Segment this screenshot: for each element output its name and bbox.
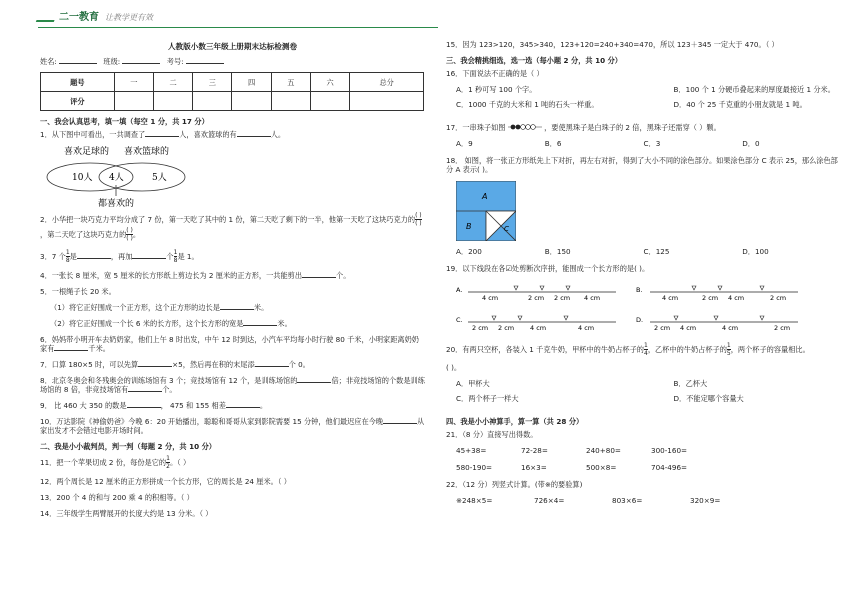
q16-option-a[interactable]: A．1 秒可写 100 个字。 xyxy=(456,85,537,94)
question-1: 1．从下图中可看出，一共调查了 人，喜欢篮球的有 人。 xyxy=(40,130,286,140)
q17-option-d[interactable]: D．0 xyxy=(742,139,760,148)
svg-text:4 cm: 4 cm xyxy=(722,324,739,332)
q17-option-a[interactable]: A．9 xyxy=(456,139,473,148)
question-13: 13．200 个 4 的和与 200 乘 4 的积相等。（ ） xyxy=(40,493,194,503)
question-20: 20．有两只空杯，各装入 1 千克牛奶，甲杯中的牛奶占杯子的 $\frac{1}{4}$ ，乙杯中的牛奶占杯子的 $\frac{1}{5}$ ，两个杯子的容量相比。 ( )。 xyxy=(446,342,810,372)
section2-title: 二、我是小小裁判员，判一判（每题 2 分，共 10 分） xyxy=(40,442,216,452)
q16-option-b[interactable]: B．100 个 1 分硬币叠起来的厚度最接近 1 分米。 xyxy=(673,85,835,94)
svg-text:2 cm: 2 cm xyxy=(654,324,671,332)
calc-row-1: 45+38= 72-28= 240+80= 300-160= xyxy=(456,446,688,455)
folded-square-figure xyxy=(456,181,516,241)
svg-text:2 cm: 2 cm xyxy=(774,324,791,332)
q18-option-b[interactable]: B．150 xyxy=(544,247,571,256)
q18-options xyxy=(446,247,841,256)
question-9: 9． 比 460 大 350 的数是 ， 475 和 155 相差 。 xyxy=(40,401,268,411)
region-c-label: C xyxy=(504,225,509,233)
question-17: 17．一串珠子如图 ，要使黑珠子是白珠子的 2 倍，黑珠子还需穿（ ）颗。 xyxy=(446,123,721,132)
region-b-label: B xyxy=(466,222,472,231)
q20-option-d[interactable]: D．不能定哪个容量大 xyxy=(673,394,744,403)
svg-text:2 cm: 2 cm xyxy=(702,294,719,302)
question-10: 10．万达影院《神偷奶爸》今晚 6：20 开始播出，聪聪和哥哥从家到影院需要 15 分钟，他们最迟应在今晚 从家出发才不会错过电影开场时间。 xyxy=(40,417,425,436)
question-5: 5．一根绳子长 20 米。 xyxy=(40,287,116,297)
question-15: 15．因为 123>120，345>340，123+120=240+340=470，所以 123＋345 一定大于 470。（ ） xyxy=(446,40,779,49)
exam-no-field[interactable] xyxy=(186,63,224,64)
svg-text:4 cm: 4 cm xyxy=(680,324,697,332)
svg-text:4 cm: 4 cm xyxy=(662,294,679,302)
q16-option-d[interactable]: D．40 个 25 千克重的小朋友就是 1 吨。 xyxy=(673,100,807,109)
bead-string-icon xyxy=(508,123,542,131)
slogan: 让教学更有效 xyxy=(105,13,153,22)
question-8: 8．北京冬奥会和冬残奥会的训练场馆有 3 个；竞技场馆有 12 个，是训练场馆的 倍；非竞技场馆的个数是训练场馆的 8 倍，非竞技场馆有 个。 xyxy=(40,376,425,395)
brand-logo xyxy=(38,10,153,25)
q17-option-c[interactable]: C．3 xyxy=(643,139,661,148)
question-19: 19．以下线段在各☑处剪断次序拼，能围成一个长方形的是( )。 xyxy=(446,264,650,273)
q20-option-a[interactable]: A．甲杯大 xyxy=(456,379,490,388)
question-21: 21．（8 分）直接写出得数。 xyxy=(446,430,538,439)
runner-icon xyxy=(36,10,58,22)
segment-options-figure xyxy=(446,280,841,338)
question-5b: （2）将它正好围成一个长 6 米的长方形，这个长方形的宽是 米。 xyxy=(50,319,292,329)
q19-label-b[interactable]: B. xyxy=(636,286,643,294)
question-4: 4．一张长 8 厘米，宽 5 厘米的长方形纸上剪边长为 2 厘米的正方形，一共能剪出 个。 xyxy=(40,271,351,281)
svg-text:4 cm: 4 cm xyxy=(728,294,745,302)
exam-title: 人教版小数三年级上册期末达标检测卷 xyxy=(167,42,298,51)
svg-text:2 cm: 2 cm xyxy=(498,324,515,332)
question-11: 11．把一个苹果切成 2 份，每份是它的 $\frac{1}{2}$ 。（ ） xyxy=(40,455,191,471)
q16-option-c[interactable]: C．1000 千克的大米和 1 吨的石头一样重。 xyxy=(456,100,599,109)
q20-option-b[interactable]: B．乙杯大 xyxy=(673,379,708,388)
question-3: 3．7 个 $\frac{1}{8}$ 是 ，再加 个 $\frac{1}{8}$ 是 1。 xyxy=(40,249,199,265)
q18-option-d[interactable]: D．100 xyxy=(742,247,769,256)
q20-options xyxy=(446,379,841,409)
q17-option-b[interactable]: B．6 xyxy=(544,139,562,148)
logo-text: 二一教育 xyxy=(59,12,99,23)
section3-title: 三、我会精挑细选，选一选（每小题 2 分，共 10 分） xyxy=(446,56,622,65)
venn-mid-value: 4人 xyxy=(109,173,124,184)
question-18: 18． 如图，将一张正方形纸先上下对折，再左右对折，得到了大小不同的涂色部分。如果涂色部分 C 表示 25，那么涂色部分 A 表示( )。 xyxy=(446,156,838,174)
region-a-label: A xyxy=(482,192,488,201)
left-column xyxy=(40,40,425,525)
venn-label-bottom: 都喜欢的 xyxy=(98,199,135,209)
student-info: 姓名: 班级: 考号: xyxy=(40,57,425,66)
q17-options xyxy=(446,139,841,148)
class-field[interactable] xyxy=(122,63,160,64)
svg-text:4 cm: 4 cm xyxy=(578,324,595,332)
question-2: 2．小华把一块巧克力平均分成了 7 份，第一天吃了其中的 1 份，第二天吃了剩下的一半，他第一天吃了这块巧克力的 $\frac{( )}{( )}$ ，第二天吃了这块巧克力的 $\frac{( )}{( )}$ 。 xyxy=(40,212,422,243)
section4-title: 四、我是小小神算手，算一算（共 28 分） xyxy=(446,417,584,426)
name-field[interactable] xyxy=(59,63,97,64)
q16-options xyxy=(446,85,841,115)
question-6: 6．妈妈带小明开车去奶奶家，他们上午 8 时出发，中午 12 时到达，小汽车平均每小时行驶 80 千米，小明家距离奶奶家有 千米。 xyxy=(40,335,419,354)
svg-text:2 cm: 2 cm xyxy=(770,294,787,302)
score-header-row: 题号 一 二 三 四 五 六 总分 xyxy=(41,73,424,92)
svg-text:2 cm: 2 cm xyxy=(554,294,571,302)
q19-label-a[interactable]: A. xyxy=(456,286,463,294)
right-column xyxy=(446,40,841,513)
page-header xyxy=(38,10,438,32)
header-divider xyxy=(38,27,438,28)
venn-left-value: 10人 xyxy=(72,173,93,184)
svg-text:4 cm: 4 cm xyxy=(482,294,499,302)
section1-title: 一、我会认真思考，填一填（每空 1 分，共 17 分） xyxy=(40,117,209,127)
svg-text:4 cm: 4 cm xyxy=(584,294,601,302)
q18-option-c[interactable]: C．125 xyxy=(643,247,670,256)
venn-right-value: 5人 xyxy=(152,173,167,184)
calc-row-3: ※248×5= 726×4= 803×6= 320×9= xyxy=(456,496,721,505)
venn-diagram xyxy=(40,146,425,208)
svg-text:4 cm: 4 cm xyxy=(530,324,547,332)
calc-row-2: 580-190= 16×3= 500×8= 704-496= xyxy=(456,463,688,472)
svg-text:2 cm: 2 cm xyxy=(528,294,545,302)
svg-text:2 cm: 2 cm xyxy=(472,324,489,332)
score-value-row: 评分 xyxy=(41,92,424,111)
question-16: 16．下面说法不正确的是（ ） xyxy=(446,69,544,78)
question-12: 12．两个周长是 12 厘米的正方形拼成一个长方形，它的周长是 24 厘米。（ ） xyxy=(40,477,291,487)
venn-label-right: 喜欢篮球的 xyxy=(124,147,170,158)
q20-option-c[interactable]: C．两个杯子一样大 xyxy=(456,394,519,403)
venn-label-left: 喜欢足球的 xyxy=(64,147,110,158)
q18-option-a[interactable]: A．200 xyxy=(456,247,482,256)
question-14: 14．三年级学生两臂展开的长度大约是 13 分米。（ ） xyxy=(40,509,213,519)
question-7: 7．口算 180×5 时，可以先算 ×5，然后再在积的末尾添 个 0。 xyxy=(40,360,310,370)
question-22: 22．（12 分）列竖式计算。(带※的要验算) xyxy=(446,480,583,489)
q19-label-c[interactable]: C. xyxy=(456,316,463,324)
score-table xyxy=(40,72,424,111)
q19-label-d[interactable]: D. xyxy=(636,316,644,324)
question-5a: （1）将它正好围成一个正方形，这个正方形的边长是 米。 xyxy=(50,303,269,313)
